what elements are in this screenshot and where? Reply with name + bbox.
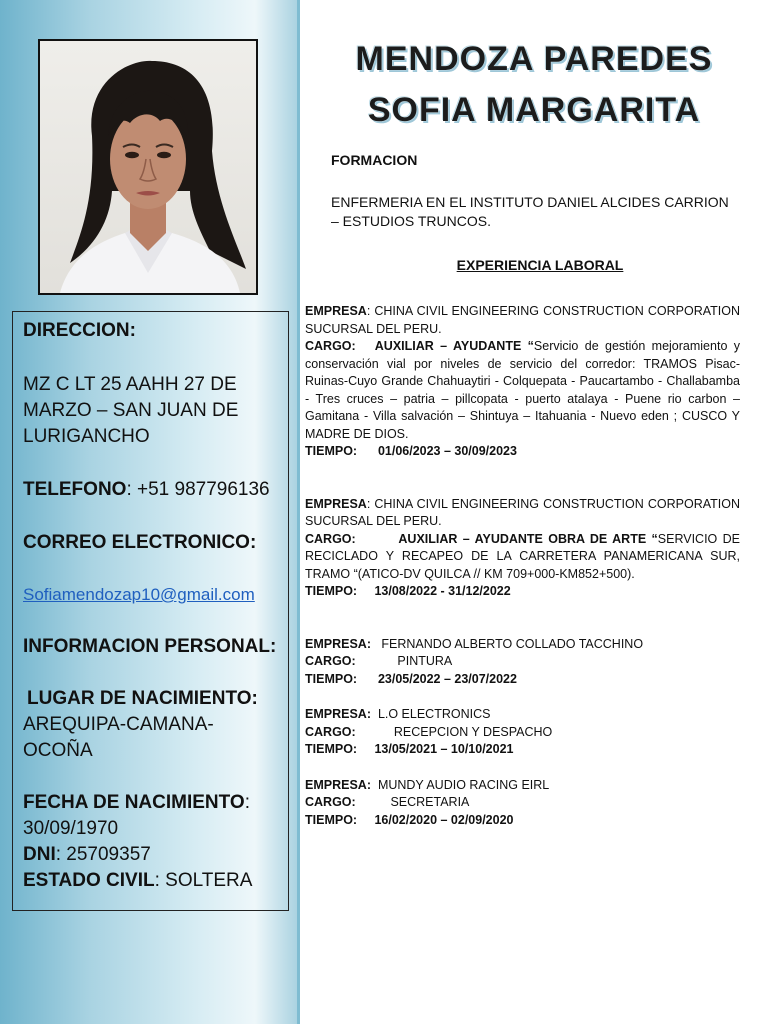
tiempo-value: 13/05/2021 – 10/10/2021 (374, 742, 514, 756)
empresa-label: EMPRESA (305, 304, 367, 318)
telefono-value: : +51 987796136 (126, 479, 270, 500)
job-tiempo (305, 443, 740, 461)
cargo-label: CARGO: (305, 654, 356, 668)
empresa-label: EMPRESA: (305, 636, 371, 651)
empresa-label: EMPRESA (305, 496, 367, 511)
lugar-nacimiento-value: AREQUIPA-CAMANA-OCOÑA (23, 714, 214, 761)
sidebar-divider (297, 0, 300, 1024)
empresa-value: FERNANDO ALBERTO COLLADO TACCHINO (381, 636, 644, 651)
lugar-nacimiento-label: LUGAR DE NACIMIENTO: (27, 688, 258, 709)
full-name-heading (300, 34, 768, 136)
tiempo-label: TIEMPO: (305, 584, 358, 598)
direccion-value: MZ C LT 25 AAHH 27 DE MARZO – SAN JUAN DE LURIGANCHO (23, 374, 239, 447)
job-empresa (305, 303, 740, 338)
estado-civil-label: ESTADO CIVIL (23, 870, 155, 891)
empresa-value: : CHINA CIVIL ENGINEERING CONSTRUCTION CORPORATION SUCURSAL DEL PERU. (305, 496, 740, 528)
cargo-label: CARGO: (305, 795, 356, 809)
job-empresa (305, 706, 740, 724)
tiempo-label: TIEMPO: (305, 812, 358, 827)
job-entry (305, 496, 740, 601)
tiempo-value: 01/06/2023 – 30/09/2023 (377, 444, 517, 458)
tiempo-value: 13/08/2022 - 31/12/2022 (374, 584, 511, 598)
tiempo-value: 23/05/2022 – 23/07/2022 (377, 671, 517, 686)
job-tiempo (305, 671, 740, 689)
name-line-1: MENDOZA PAREDES (355, 40, 713, 78)
job-cargo (305, 724, 740, 742)
job-entry (305, 706, 740, 759)
cargo-desc: SERVICIO DE RECICLADO Y RECAPEO DE LA CARRETERA PANAMERICANA SUR, TRAMO “(ATICO-DV QUILCA // KM 709+000-KM852+500). (305, 531, 740, 581)
estado-civil-value: : SOLTERA (154, 870, 253, 891)
fecha-nacimiento-label: FECHA DE NACIMIENTO (23, 792, 245, 813)
job-tiempo (305, 741, 740, 759)
job-cargo (305, 338, 740, 443)
empresa-label: EMPRESA: (305, 707, 371, 721)
tiempo-label: TIEMPO: (305, 742, 358, 756)
tiempo-value: 16/02/2020 – 02/09/2020 (374, 812, 514, 827)
correo-label: CORREO ELECTRONICO: (23, 532, 257, 553)
cargo-desc: PINTURA (397, 654, 453, 668)
email-link[interactable]: Sofiamendozap10@gmail.com (23, 585, 255, 604)
empresa-value: : CHINA CIVIL ENGINEERING CONSTRUCTION CORPORATION SUCURSAL DEL PERU. (305, 304, 740, 336)
job-entry (305, 777, 740, 830)
dni-label: DNI (23, 844, 56, 865)
dni-value: : 25709357 (55, 844, 151, 865)
cargo-desc: SECRETARIA (390, 795, 470, 809)
person-portrait-icon (40, 41, 256, 293)
formacion-label: FORMACION (331, 152, 418, 168)
info-personal-label: INFORMACION PERSONAL: (23, 636, 277, 657)
cargo-title: AUXILIAR – AYUDANTE “ (374, 339, 534, 353)
job-list (305, 303, 740, 829)
cargo-title: AUXILIAR – AYUDANTE OBRA DE ARTE “ (398, 531, 658, 546)
job-empresa (305, 777, 740, 795)
cargo-label: CARGO: (305, 724, 356, 739)
name-line-2: SOFIA MARGARITA (367, 91, 701, 129)
tiempo-label: TIEMPO: (305, 671, 358, 686)
direccion-label: DIRECCION: (23, 320, 136, 341)
profile-photo (38, 39, 258, 295)
job-empresa (305, 636, 740, 654)
correo-line (23, 582, 278, 608)
job-cargo (305, 531, 740, 584)
cargo-label: CARGO: (305, 531, 356, 546)
tiempo-label: TIEMPO: (305, 444, 358, 458)
job-tiempo (305, 583, 740, 601)
telefono-label: TELEFONO (23, 479, 127, 500)
empresa-value: L.O ELECTRONICS (377, 707, 491, 721)
cargo-desc: RECEPCION Y DESPACHO (393, 724, 553, 739)
job-entry (305, 303, 740, 461)
job-entry (305, 636, 740, 689)
contact-info-box (12, 311, 289, 911)
telefono-line (23, 477, 278, 503)
cargo-label: CARGO: (305, 339, 356, 353)
estado-civil-line (23, 868, 278, 894)
experiencia-title: EXPERIENCIA LABORAL (456, 257, 624, 273)
job-cargo (305, 653, 740, 671)
dni-line (23, 842, 278, 868)
job-tiempo (305, 812, 740, 830)
fecha-nacimiento-value: : 30/09/1970 (23, 792, 250, 839)
fecha-nacimiento-line (23, 790, 278, 842)
formacion-text: ENFERMERIA EN EL INSTITUTO DANIEL ALCIDES CARRION – ESTUDIOS TRUNCOS. (331, 194, 729, 229)
empresa-value: MUNDY AUDIO RACING EIRL (377, 777, 550, 792)
cargo-desc: Servicio de gestión mejoramiento y conservación vial por niveles de servicio del corredor: TRAMOS Pisac- Ruinas-Cuyo Grande Chahuaytiri - Colquepata - Paucartambo - Challabamba - Tres cruces – patria – pillcopata - puerto atalaya - Puene rio carbon – Gamitana - Villa salvación – Shintuya – Itahuania - Nuevo eden ; CUSCO Y MADRE DE DIOS. (305, 339, 740, 441)
empresa-label: EMPRESA: (305, 777, 371, 792)
job-cargo (305, 794, 740, 812)
job-empresa (305, 496, 740, 531)
